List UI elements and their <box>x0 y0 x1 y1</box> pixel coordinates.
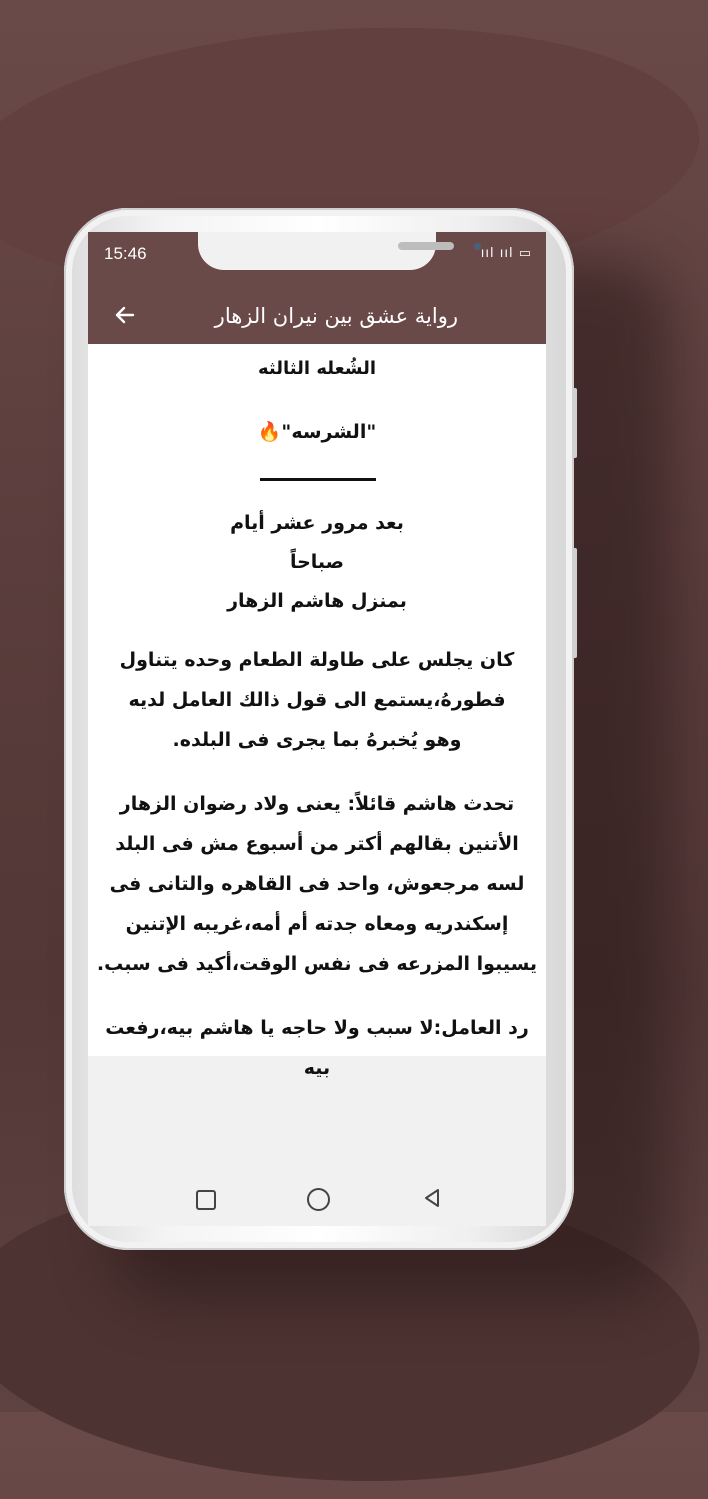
circle-icon[interactable] <box>307 1188 330 1211</box>
intro-block <box>88 504 546 621</box>
intro-line: بمنزل هاشم الزهار <box>227 590 407 612</box>
volume-button <box>572 388 577 458</box>
paragraph: رد العامل:لا سبب ولا حاجه يا هاشم بيه،رفعت بيه <box>105 1017 529 1079</box>
divider <box>260 478 376 481</box>
power-button <box>572 548 577 658</box>
chapter-heading: الشُعله الثالثه <box>258 358 376 379</box>
arrow-left-icon[interactable] <box>110 298 140 332</box>
square-icon[interactable] <box>196 1190 216 1210</box>
paragraph: تحدث هاشم قائلاً: يعنى ولاد رضوان الزهار الأتنين بقالهم أكتر من أسبوع مش فى البلد لسه مرجعوش، واحد فى القاهره والتانى فى إسكندريه ومعاه جدته أم أمه،غريبه الإتنين يسيبوا المزرعه فى نفس الوقت،أكيد فى سبب. <box>96 793 538 975</box>
page-title: رواية عشق بين نيران الزهار <box>214 304 458 328</box>
intro-line: صباحاً <box>289 551 345 573</box>
camera-icon <box>474 243 481 250</box>
phone-screen <box>88 232 546 1226</box>
paragraph: كان يجلس على طاولة الطعام وحده يتناول فطورهُ،يستمع الى قول ذالك العامل لديه وهو يُخبرهُ بما يجرى فى البلده. <box>119 649 515 751</box>
speaker <box>398 242 454 250</box>
signal-battery-icon: ııl ııl ▭ <box>480 246 532 261</box>
chapter-subtitle: "الشرسه"🔥 <box>257 421 377 443</box>
app-bar <box>88 288 546 344</box>
chapter-content[interactable] <box>88 344 546 1079</box>
navigation-bar <box>88 1168 546 1226</box>
triangle-back-icon[interactable] <box>420 1186 444 1210</box>
status-time: 15:46 <box>104 244 147 263</box>
notch <box>198 232 436 270</box>
intro-line: بعد مرور عشر أيام <box>230 512 404 534</box>
